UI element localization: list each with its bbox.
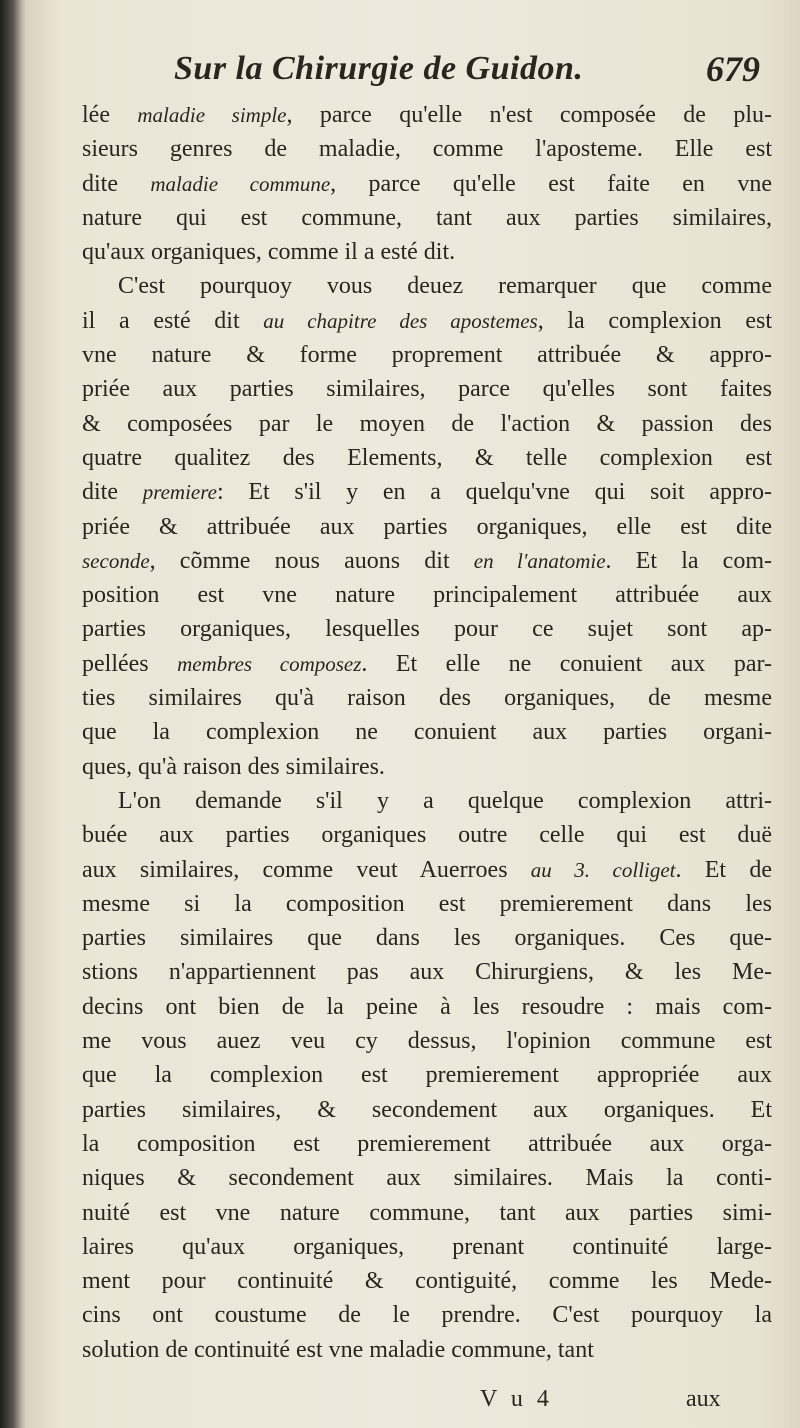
text-line [82,612,772,646]
text-run: que la complexion est premierement appropriée aux [82,1062,772,1089]
text-run: L'on demande s'il y a quelque complexion attri- [118,787,772,814]
text-run: cins ont coustume de le prendre. C'est pourquoy la [82,1302,772,1329]
text-run: lée [82,102,138,128]
text-body [82,98,772,1367]
text-run: buée aux parties organiques outre celle qui est duë [82,822,772,849]
text-line [82,1093,772,1127]
text-run: niques & secondement aux similaires. Mais la conti- [82,1165,772,1192]
text-line [82,887,772,921]
book-binding-edge [0,0,22,1428]
text-line [82,1298,772,1332]
text-run: il a esté dit [82,307,264,334]
italic-phrase: au 3. colliget [530,857,676,882]
text-run: laires qu'aux organiques, prenant continuité large- [82,1233,772,1260]
text-run: sieurs genres de maladie, comme l'aposteme. Elle est [82,136,772,163]
running-title: Sur la Chirurgie de Guidon. [174,50,584,87]
page-header [170,44,770,94]
text-run: mesme si la composition est premierement dans les [82,890,772,917]
text-run: parties organiques, lesquelles pour ce sujet sont ap- [82,616,772,643]
text-run: ques, qu'à raison des similaires. [82,753,385,780]
italic-phrase: membres composez [177,651,362,676]
text-run: decins ont bien de la peine à les resoudre : mais com- [82,993,772,1020]
text-run: quatre qualitez des Elements, & telle complexion est [82,444,772,471]
text-line [82,132,772,166]
italic-phrase: seconde [82,548,150,573]
text-run: la composition est premierement attribuée aux orga- [82,1130,772,1157]
text-line [82,1196,772,1230]
text-run: solution de continuité est vne maladie commune, tant [82,1336,594,1363]
page-number: 679 [706,49,760,89]
text-line [82,647,772,681]
text-run: , parce qu'elle est faite en vne [330,170,772,197]
text-line [82,269,772,303]
text-run: ment pour continuité & contiguité, comme les Mede- [82,1268,772,1295]
text-run: parties similaires que dans les organiques. Ces que- [82,925,772,952]
text-line [82,1230,772,1264]
text-run: . Et elle ne conuient aux par- [361,650,772,677]
catchword: aux [686,1386,721,1412]
signature-mark: V u 4 [480,1386,553,1412]
text-line [82,1058,772,1092]
text-run: : Et s'il y en a quelqu'vne qui soit appro- [216,479,773,506]
italic-phrase: au chapitre des apostemes [263,308,538,333]
text-run: que la complexion ne conuient aux parties organi- [82,719,772,746]
text-line [82,544,772,578]
text-run: & composées par le moyen de l'action & passion des [82,410,772,437]
text-run: nuité est vne nature commune, tant aux parties simi- [82,1199,772,1226]
text-line [82,510,772,544]
text-line [82,1161,772,1195]
text-run: nature qui est commune, tant aux parties similaires, [82,204,772,231]
text-line [82,955,772,989]
text-run: qu'aux organiques, comme il a esté dit. [82,239,456,266]
text-line [82,681,772,715]
text-line [82,1333,772,1367]
text-line [82,578,772,612]
text-line [82,818,772,852]
text-line [82,853,772,887]
text-line [82,372,772,406]
text-line [82,1127,772,1161]
text-line [82,338,772,372]
italic-phrase: maladie simple [137,103,287,127]
text-run: parties similaires, & secondement aux organiques. Et [82,1096,772,1123]
text-run: vne nature & forme proprement attribuée & appro- [82,342,772,369]
text-line [82,1024,772,1058]
italic-phrase: maladie commune [150,171,331,196]
text-line [82,441,772,475]
text-run: C'est pourquoy vous deuez remarquer que comme [118,273,772,300]
text-run: . Et la com- [605,547,772,574]
text-run: stions n'appartiennent pas aux Chirurgiens, & les Me- [82,959,772,986]
text-run: , parce qu'elle n'est composée de plu- [286,102,772,128]
text-run: priée aux parties similaires, parce qu'elles sont faites [82,376,772,403]
text-run: aux similaires, comme veut Auerroes [82,856,531,883]
text-line [82,407,772,441]
text-run: position est vne nature principalement attribuée aux [82,582,772,609]
italic-phrase: premiere [142,480,217,505]
text-run: . Et de [675,856,773,883]
text-line [82,235,772,269]
text-run: priée & attribuée aux parties organiques, elle est dite [82,513,772,540]
text-run: , la complexion est [537,307,772,334]
text-line [82,990,772,1024]
text-run: , cõmme nous auons dit [149,547,474,574]
italic-phrase: en l'anatomie [473,548,606,573]
text-line [82,715,772,749]
text-line [82,921,772,955]
text-line [82,750,772,784]
text-line [82,784,772,818]
text-run: pellées [82,650,178,677]
text-line [82,98,772,132]
text-line [82,1264,772,1298]
text-run: dite [82,479,143,506]
text-line [82,475,772,509]
text-run: ties similaires qu'à raison des organiques, de mesme [82,685,772,712]
text-run: dite [82,170,151,197]
text-line [82,167,772,201]
text-line [82,304,772,338]
text-run: me vous auez veu cy dessus, l'opinion commune est [82,1028,772,1055]
text-line [82,201,772,235]
